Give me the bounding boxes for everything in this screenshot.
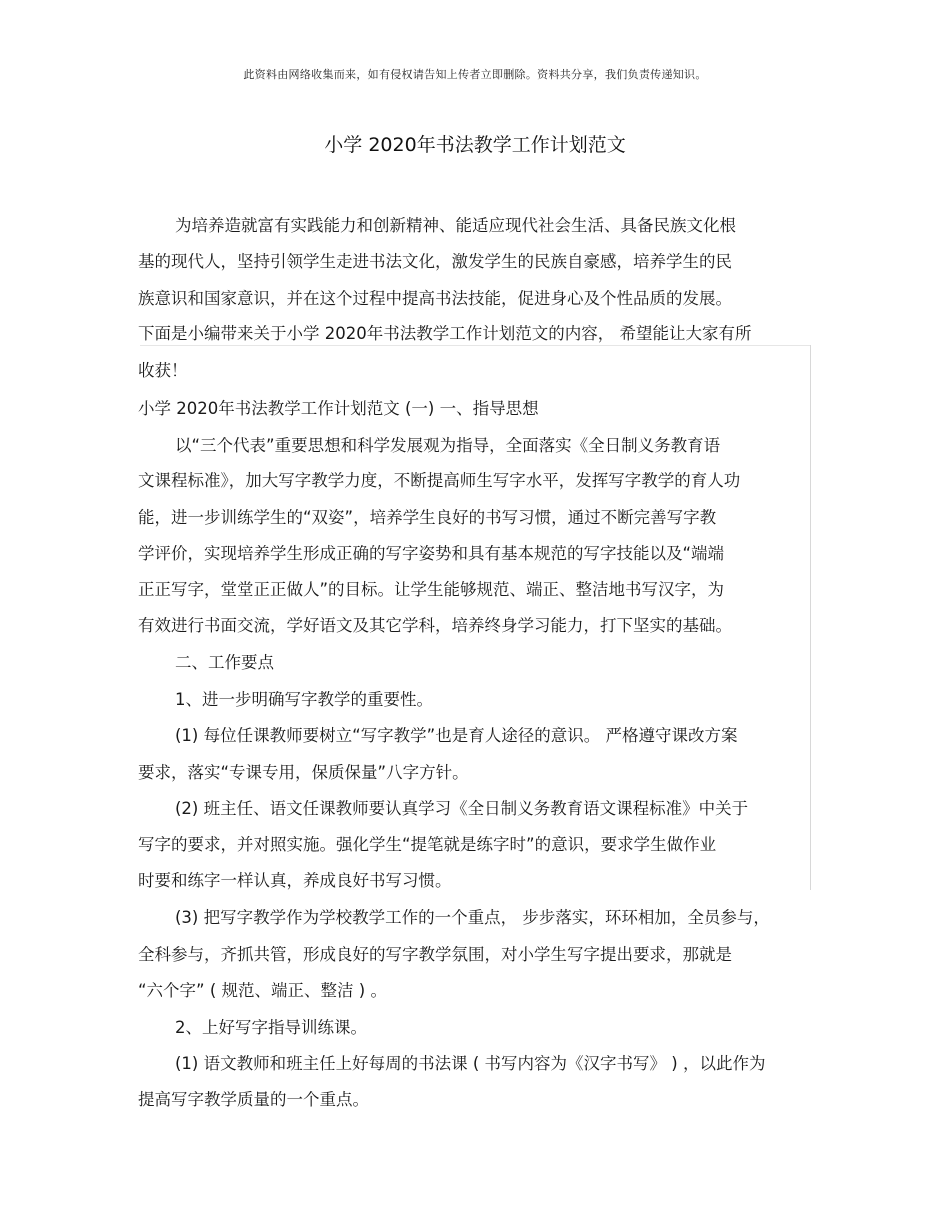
body-line: 学评价，实现培养学生形成正确的写字姿势和具有基本规范的写字技能以及“端端 xyxy=(138,544,725,563)
body-line: 提高写字教学质量的一个重点。 xyxy=(138,1090,369,1109)
body-line: 下面是小编带来关于小学 2020年书法教学工作计划范文的内容， 希望能让大家有所 xyxy=(138,324,752,343)
body-line: (1) 每位任课教师要树立“写字教学”也是育人途径的意识。 严格遵守课改方案 xyxy=(175,726,738,745)
body-line: 文课程标准》，加大写字教学力度，不断提高师生写字水平，发挥写字教学的育人功 xyxy=(138,471,741,490)
body-line: 全科参与，齐抓共管，形成良好的写字教学氛围，对小学生写字提出要求，那就是 xyxy=(138,945,732,964)
document-title: 小学 2020年书法教学工作计划范文 xyxy=(324,134,626,156)
body-line: (3) 把写字教学作为学校教学工作的一个重点， 步步落实，环环相加，全员参与， xyxy=(175,908,770,927)
body-line: 要求，落实“专课专用，保质保量”八字方针。 xyxy=(138,763,469,782)
body-line: 写字的要求，并对照实施。强化学生“提笔就是练字时”的意识，要求学生做作业 xyxy=(138,835,717,854)
section-heading: 二、工作要点 xyxy=(175,653,274,672)
body-line: 为培养造就富有实践能力和创新精神、能适应现代社会生活、具备民族文化根 xyxy=(175,216,736,235)
body-line: 收获！ xyxy=(138,361,188,380)
body-line: 基的现代人，坚持引领学生走进书法文化，激发学生的民族自豪感，培养学生的民 xyxy=(138,252,732,271)
section-heading: 小学 2020年书法教学工作计划范文 (一) 一、指导思想 xyxy=(138,399,539,418)
subsection-heading: 2、上好写字指导训练课。 xyxy=(175,1018,367,1037)
faint-border-top xyxy=(140,345,810,346)
disclaimer-header: 此资料由网络收集而来，如有侵权请告知上传者立即删除。资料共分享，我们负责传递知识。 xyxy=(243,68,707,81)
body-line: 族意识和国家意识，并在这个过程中提高书法技能，促进身心及个性品质的发展。 xyxy=(138,289,732,308)
subsection-heading: 1、进一步明确写字教学的重要性。 xyxy=(175,690,433,709)
body-line: (2) 班主任、语文任课教师要认真学习《全日制义务教育语文课程标准》中关于 xyxy=(175,799,749,818)
body-line: 有效进行书面交流，学好语文及其它学科，培养终身学习能力，打下坚实的基础。 xyxy=(138,616,732,635)
faint-border-right xyxy=(810,345,811,890)
body-line: 正正写字，堂堂正正做人”的目标。让学生能够规范、端正、整洁地书写汉字，为 xyxy=(138,580,725,599)
body-line: 以“三个代表”重要思想和科学发展观为指导，全面落实《全日制义务教育语 xyxy=(175,436,721,455)
body-line: “六个字” ( 规范、端正、整洁 ) 。 xyxy=(138,981,387,1000)
body-line: 能，进一步训练学生的“双姿”，培养学生良好的书写习惯，通过不断完善写字教 xyxy=(138,508,717,527)
body-line: (1) 语文教师和班主任上好每周的书法课 ( 书写内容为《汉字书写》 ) ，以此作为 xyxy=(175,1054,766,1073)
body-line: 时要和练字一样认真，养成良好书写习惯。 xyxy=(138,871,452,890)
